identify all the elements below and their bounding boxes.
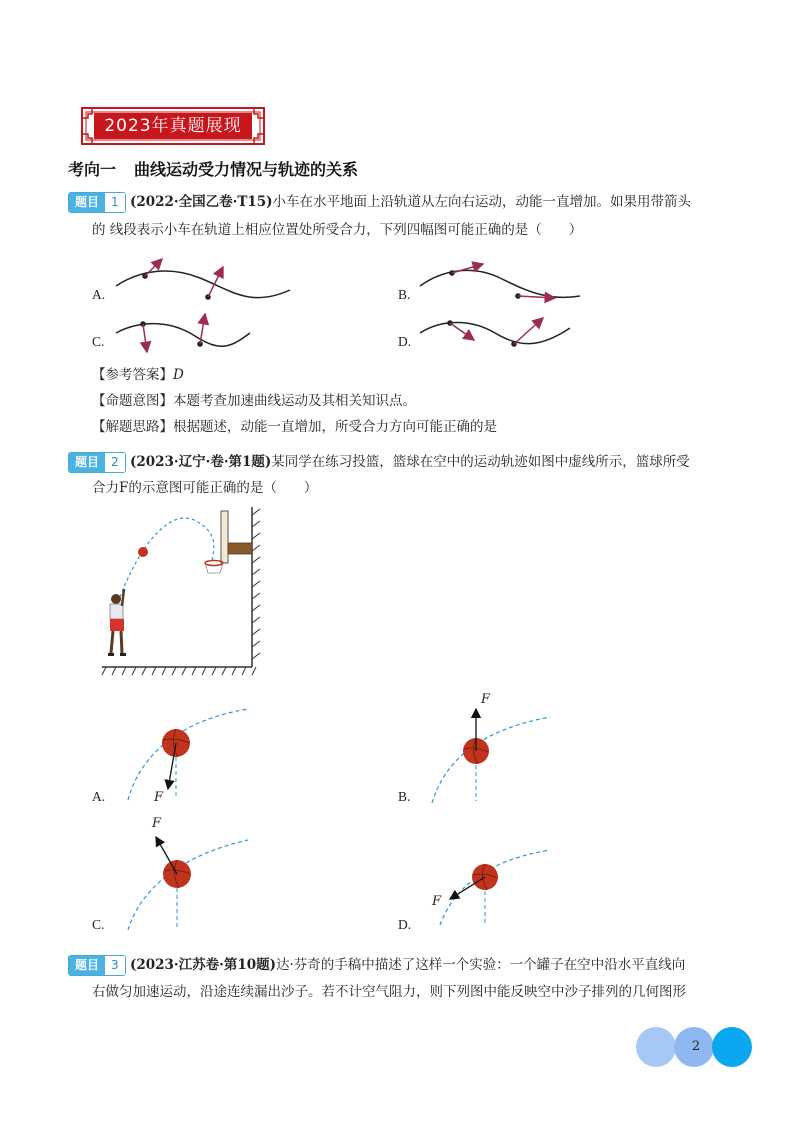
q1-answer: 【参考答案】D	[92, 367, 184, 383]
q3-text1: 达·芬奇的手稿中描述了这样一个实验：一个罐子在空中沿水平直线向	[276, 957, 686, 973]
q1-option-d: D.	[398, 334, 412, 349]
q2-text1: 某同学在练习投篮，篮球在空中的运动轨迹如图中虚线所示，篮球所受	[271, 454, 690, 470]
q1-track-diagrams	[100, 248, 580, 358]
q1-answer-value: D	[173, 367, 184, 383]
q2-source: (2023·辽宁·卷·第1题)	[129, 454, 272, 470]
q2-option-diagrams	[110, 685, 570, 940]
q2-diagram-c	[128, 837, 248, 930]
section-banner	[80, 106, 266, 146]
section-title: 曲线运动受力情况与轨迹的关系	[134, 160, 359, 179]
q2-scene	[100, 505, 265, 680]
q1-source: (2022·全国乙卷·T15)	[129, 194, 273, 210]
q3-text2: 右做匀加速运动，沿途连续漏出沙子。若不计空气阻力，则下列图中能反映空中沙子排列的几何图形	[92, 984, 686, 1000]
q1-diagram-a	[116, 259, 290, 300]
q2-option-c: C.	[92, 917, 105, 932]
q1-text2: 的 线段表示小车在轨道上相应位置处所受合力，下列四幅图可能正确的是（ ）	[92, 222, 583, 238]
q1-diagram-d	[420, 318, 570, 347]
q2-text2: 合力F的示意图可能正确的是（ ）	[92, 480, 318, 496]
section-heading	[68, 157, 358, 180]
q2-diagram-d	[440, 850, 550, 925]
q2-option-a: A.	[92, 789, 106, 804]
q2-line1	[68, 452, 690, 473]
q1-option-a: A.	[92, 287, 106, 302]
q2-diagram-b	[432, 709, 550, 803]
q2-option-b: B.	[398, 789, 411, 804]
q2-force-label-d: F	[432, 894, 442, 909]
q1-intent: 【命题意图】本题考查加速曲线运动及其相关知识点。	[92, 393, 416, 409]
q1-line1	[68, 192, 691, 213]
page-number: 2	[691, 1039, 701, 1054]
q1-option-b: B.	[398, 287, 411, 302]
banner-title: 2023年真题展现	[94, 113, 252, 139]
q2-option-d: D.	[398, 917, 412, 932]
q1-option-c: C.	[92, 334, 105, 349]
q3-line1	[68, 955, 685, 976]
section-label: 考向一	[68, 160, 117, 179]
q2-diagram-a	[128, 709, 248, 800]
q1-text1: 小车在水平地面上沿轨道从左向右运动，动能一直增加。如果用带箭头	[272, 194, 692, 210]
q1-analysis: 【解题思路】根据题述，动能一直增加，所受合力方向可能正确的是	[92, 419, 497, 435]
q1-tag: 题目 1	[68, 192, 126, 213]
q1-diagram-c	[116, 314, 250, 352]
q2-tag: 题目 2	[68, 452, 126, 473]
q1-diagram-b	[420, 264, 580, 299]
q2-force-label-c: F	[152, 816, 162, 831]
q3-tag: 题目 3	[68, 955, 126, 976]
q2-force-label-a: F	[154, 790, 164, 805]
q2-force-label-b: F	[481, 692, 491, 707]
q3-source: (2023·江苏卷·第10题)	[129, 957, 276, 973]
